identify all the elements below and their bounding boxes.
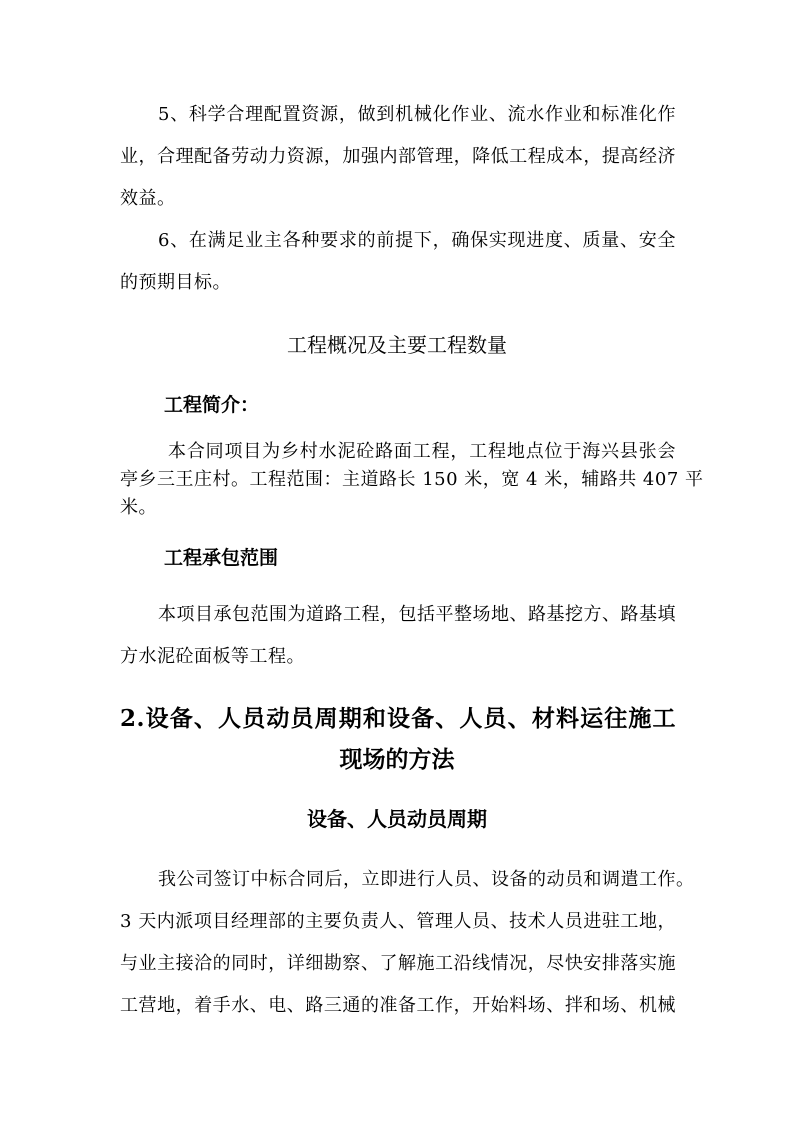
paragraph-line: 5、科学合理配置资源，做到机械化作业、流水作业和标准化作 xyxy=(158,104,676,125)
paragraph-line: 方水泥砼面板等工程。 xyxy=(120,646,305,667)
section-title-overview: 工程概况及主要工程数量 xyxy=(287,333,507,357)
paragraph-line: 与业主接洽的同时，详细勘察、了解施工沿线情况，尽快安排落实施 xyxy=(120,953,676,974)
paragraph-line: 本合同项目为乡村水泥砼路面工程，工程地点位于海兴县张会 xyxy=(168,441,676,462)
paragraph-line: 3 天内派项目经理部的主要负责人、管理人员、技术人员进驻工地， xyxy=(120,911,676,932)
paragraph-line: 米。 xyxy=(120,497,157,518)
section-title-2 xyxy=(120,700,676,738)
paragraph-project-intro xyxy=(120,438,704,522)
paragraph-contract-scope xyxy=(120,594,676,678)
paragraph-item-5 xyxy=(120,94,676,220)
section-title-line: 现场的方法 xyxy=(339,746,455,773)
paragraph-line: 工营地，着手水、电、路三通的准备工作，开始料场、拌和场、机械 xyxy=(120,995,676,1016)
paragraph-line: 6、在满足业主各种要求的前提下，确保实现进度、质量、安全 xyxy=(158,230,676,251)
paragraph-line: 效益。 xyxy=(120,188,176,209)
heading-contract-scope: 工程承包范围 xyxy=(164,547,279,569)
paragraph-line: 亭乡三王庄村。工程范围：主道路长 150 米，宽 4 米，辅路共 407 平 xyxy=(120,469,704,490)
heading-mobilization-period: 设备、人员动员周期 xyxy=(307,807,487,831)
section-title-line: 2.设备、人员动员周期和设备、人员、材料运往施工 xyxy=(120,705,676,732)
heading-project-intro: 工程简介： xyxy=(164,394,260,416)
paragraph-line: 我公司签订中标合同后，立即进行人员、设备的动员和调遣工作。 xyxy=(158,869,695,890)
paragraph-item-6 xyxy=(120,220,676,304)
paragraph-line: 本项目承包范围为道路工程，包括平整场地、路基挖方、路基填 xyxy=(158,604,676,625)
paragraph-line: 业，合理配备劳动力资源，加强内部管理，降低工程成本，提高经济 xyxy=(120,146,676,167)
paragraph-mobilization xyxy=(120,859,695,1027)
paragraph-line: 的预期目标。 xyxy=(120,272,231,293)
